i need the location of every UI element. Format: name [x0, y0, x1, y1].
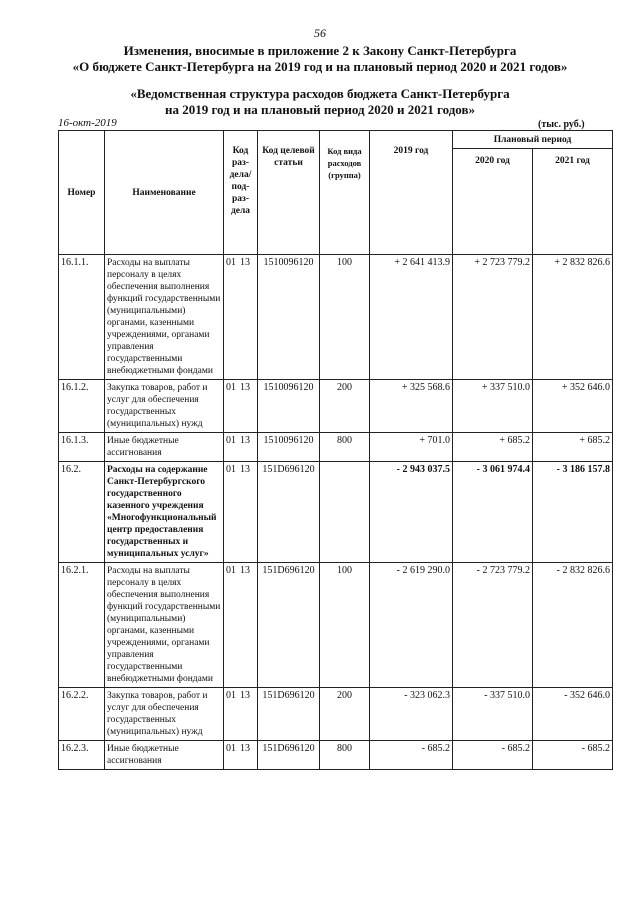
col-header-expense: Код вида расходов (группа) [320, 131, 370, 255]
row-number: 16.2.3. [59, 741, 105, 770]
row-number: 16.1.1. [59, 255, 105, 380]
section-code: 01 [226, 690, 236, 701]
col-header-planned: Плановый период [453, 131, 613, 149]
subsection-code: 13 [240, 690, 250, 701]
row-number: 16.2. [59, 462, 105, 563]
row-section-code [224, 741, 258, 770]
document-date: 16-окт-2019 [58, 117, 117, 129]
subtitle-line-1: «Ведомственная структура расходов бюджета Санкт-Петербурга [130, 86, 510, 101]
table-row [59, 563, 613, 688]
section-code: 01 [226, 435, 236, 446]
row-target-code: 1510096120 [258, 380, 320, 433]
col-header-number: Номер [59, 131, 105, 255]
row-expense-code: 200 [320, 380, 370, 433]
subsection-code: 13 [240, 565, 250, 576]
row-section-code [224, 563, 258, 688]
subsection-code: 13 [240, 743, 250, 754]
row-value-2021: - 3 186 157.8 [533, 462, 613, 563]
section-code: 01 [226, 565, 236, 576]
table-row [59, 433, 613, 462]
row-value-2019: - 685.2 [370, 741, 453, 770]
title-line-2: «О бюджете Санкт-Петербурга на 2019 год и на плановый период 2020 и 2021 годов» [72, 59, 568, 74]
document-title [0, 43, 640, 75]
row-expense-code [320, 462, 370, 563]
row-name: Расходы на выплаты персоналу в целях обеспечения выполнения функций государственными (муниципальными) органами, казенными учреждениями, органами управления государственными внебюджетными фондами [105, 563, 224, 688]
row-value-2019: + 2 641 413.9 [370, 255, 453, 380]
row-value-2019: - 323 062.3 [370, 688, 453, 741]
col-header-2019: 2019 год [370, 131, 453, 255]
row-name: Иные бюджетные ассигнования [105, 433, 224, 462]
subtitle-line-2: на 2019 год и на плановый период 2020 и 2021 годов» [164, 102, 475, 117]
row-value-2021: + 685.2 [533, 433, 613, 462]
document-subtitle [0, 86, 640, 118]
col-header-target: Код целевой статьи [258, 131, 320, 255]
col-header-2021: 2021 год [533, 149, 613, 255]
unit-label: (тыс. руб.) [538, 119, 585, 130]
row-value-2021: - 2 832 826.6 [533, 563, 613, 688]
table-row [59, 741, 613, 770]
row-value-2020: + 2 723 779.2 [453, 255, 533, 380]
row-name: Расходы на содержание Санкт-Петербургского государственного казенного учреждения «Многофункциональный центр предоставления государственных и муниципальных услуг» [105, 462, 224, 563]
row-target-code: 151D696120 [258, 462, 320, 563]
section-code: 01 [226, 464, 236, 475]
row-target-code: 1510096120 [258, 433, 320, 462]
row-value-2019: - 2 619 290.0 [370, 563, 453, 688]
row-expense-code: 100 [320, 563, 370, 688]
col-header-name: Наименование [105, 131, 224, 255]
row-target-code: 151D696120 [258, 563, 320, 688]
row-value-2020: - 685.2 [453, 741, 533, 770]
row-name: Расходы на выплаты персоналу в целях обеспечения выполнения функций государственными (муниципальными) органами, казенными учреждениями, органами управления государственными внебюджетными фондами [105, 255, 224, 380]
row-section-code [224, 433, 258, 462]
row-value-2021: - 685.2 [533, 741, 613, 770]
row-expense-code: 800 [320, 433, 370, 462]
row-section-code [224, 380, 258, 433]
table-row [59, 688, 613, 741]
row-value-2020: - 2 723 779.2 [453, 563, 533, 688]
row-value-2021: + 352 646.0 [533, 380, 613, 433]
row-number: 16.1.2. [59, 380, 105, 433]
row-section-code [224, 688, 258, 741]
row-value-2019: + 701.0 [370, 433, 453, 462]
row-number: 16.2.2. [59, 688, 105, 741]
row-expense-code: 800 [320, 741, 370, 770]
subsection-code: 13 [240, 464, 250, 475]
row-target-code: 151D696120 [258, 741, 320, 770]
row-name: Закупка товаров, работ и услуг для обеспечения государственных (муниципальных) нужд [105, 688, 224, 741]
row-number: 16.1.3. [59, 433, 105, 462]
table-row [59, 380, 613, 433]
row-value-2019: - 2 943 037.5 [370, 462, 453, 563]
row-value-2020: + 685.2 [453, 433, 533, 462]
title-line-1: Изменения, вносимые в приложение 2 к Закону Санкт-Петербурга [123, 43, 517, 58]
subsection-code: 13 [240, 257, 250, 268]
section-code: 01 [226, 257, 236, 268]
row-value-2020: - 337 510.0 [453, 688, 533, 741]
budget-table [58, 130, 613, 770]
section-code: 01 [226, 743, 236, 754]
table-row [59, 462, 613, 563]
row-expense-code: 100 [320, 255, 370, 380]
col-header-2020: 2020 год [453, 149, 533, 255]
page-number: 56 [314, 26, 326, 40]
row-name: Закупка товаров, работ и услуг для обеспечения государственных (муниципальных) нужд [105, 380, 224, 433]
row-number: 16.2.1. [59, 563, 105, 688]
row-target-code: 1510096120 [258, 255, 320, 380]
subsection-code: 13 [240, 382, 250, 393]
table-row [59, 255, 613, 380]
section-code: 01 [226, 382, 236, 393]
row-target-code: 151D696120 [258, 688, 320, 741]
subsection-code: 13 [240, 435, 250, 446]
row-value-2019: + 325 568.6 [370, 380, 453, 433]
row-expense-code: 200 [320, 688, 370, 741]
col-header-section: Код раз- дела/ под- раз- дела [224, 131, 258, 255]
row-name: Иные бюджетные ассигнования [105, 741, 224, 770]
row-value-2021: - 352 646.0 [533, 688, 613, 741]
row-value-2021: + 2 832 826.6 [533, 255, 613, 380]
row-value-2020: - 3 061 974.4 [453, 462, 533, 563]
row-value-2020: + 337 510.0 [453, 380, 533, 433]
row-section-code [224, 462, 258, 563]
row-section-code [224, 255, 258, 380]
